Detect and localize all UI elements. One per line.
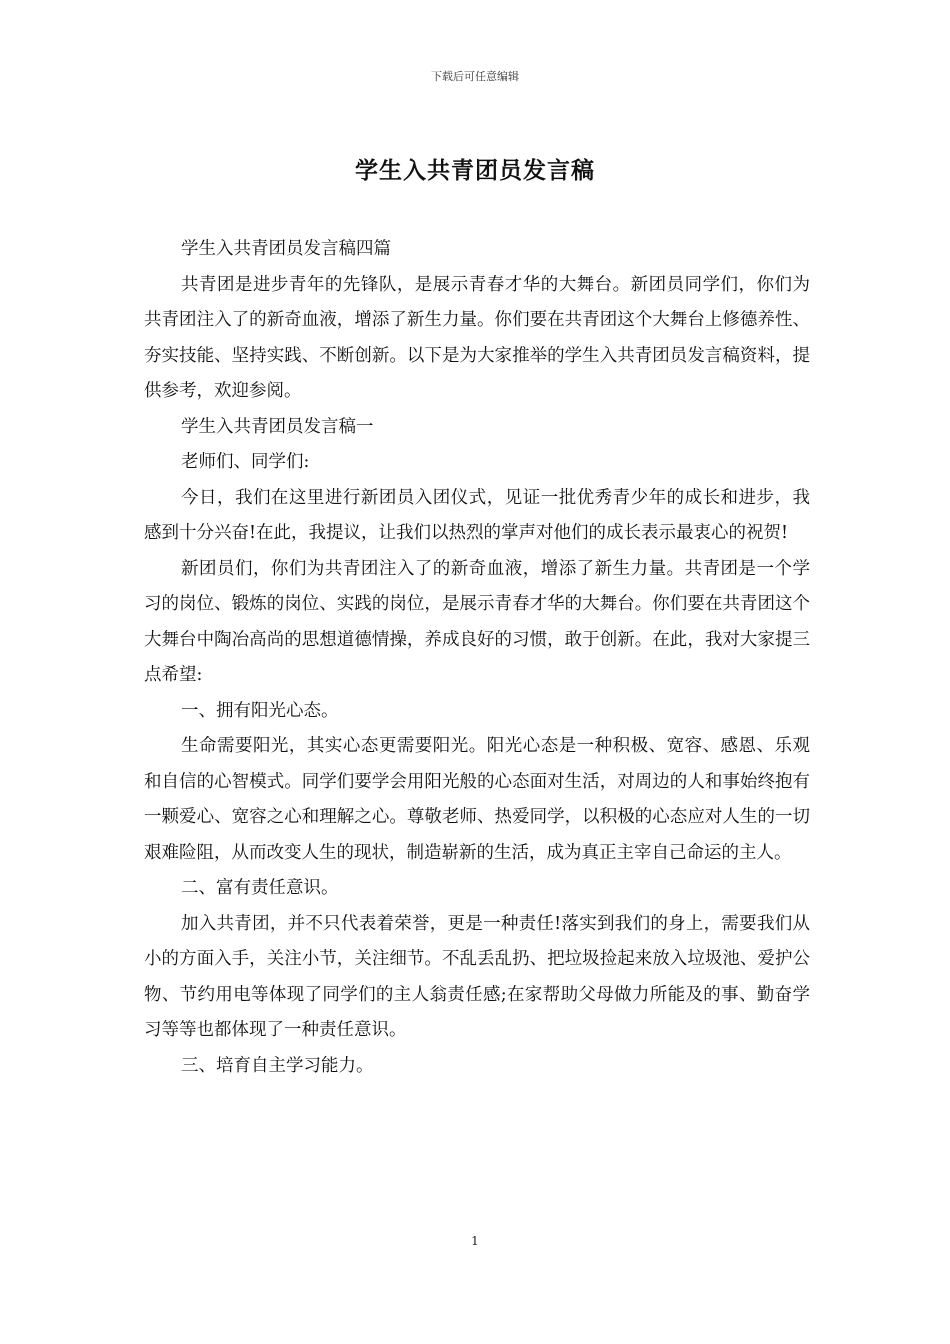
header-note: 下载后可任意编辑	[431, 70, 519, 83]
paragraph: 新团员们，你们为共青团注入了的新奇血液，增添了新生力量。共青团是一个学习的岗位、锻炼的岗位、实践的岗位，是展示青春才华的大舞台。你们要在共青团这个大舞台中陶冶高尚的思想道德情操，养成良好的习惯，敢于创新。在此，我对大家提三点希望:	[144, 558, 810, 685]
paragraph: 学生入共青团员发言稿四篇	[181, 239, 391, 259]
document-title: 学生入共青团员发言稿	[355, 157, 595, 184]
page-number: 1	[471, 1234, 479, 1248]
document-body	[144, 232, 810, 1084]
paragraph: 共青团是进步青年的先锋队，是展示青春才华的大舞台。新团员同学们，你们为共青团注入了的新奇血液，增添了新生力量。你们要在共青团这个大舞台上修德养性、夯实技能、坚持实践、不断创新。以下是为大家推举的学生入共青团员发言稿资料，提供参考，欢迎参阅。	[144, 274, 810, 401]
section-heading: 一、拥有阳光心态。	[181, 700, 339, 721]
section-heading: 二、富有责任意识。	[181, 878, 339, 898]
paragraph: 生命需要阳光，其实心态更需要阳光。阳光心态是一种积极、宽容、感恩、乐观和自信的心智模式。同学们要学会用阳光般的心态面对生活，对周边的人和事始终抱有一颗爱心、宽容之心和理解之心。尊敬老师、热爱同学，以积极的心态应对人生的一切艰难险阻，从而改变人生的现状，制造崭新的生活，成为真正主宰自己命运的主人。	[144, 736, 810, 863]
paragraph: 老师们、同学们:	[181, 452, 310, 472]
paragraph: 今日，我们在这里进行新团员入团仪式，见证一批优秀青少年的成长和进步，我感到十分兴奋!在此，我提议，让我们以热烈的掌声对他们的成长表示最衷心的祝贺!	[144, 487, 810, 543]
paragraph: 学生入共青团员发言稿一	[181, 416, 374, 437]
paragraph: 加入共青团，并不只代表着荣誉，更是一种责任!落实到我们的身上，需要我们从小的方面入手，关注小节，关注细节。不乱丢乱扔、把垃圾捡起来放入垃圾池、爱护公物、节约用电等体现了同学们的主人翁责任感;在家帮助父母做力所能及的事、勤奋学习等等也都体现了一种责任意识。	[144, 913, 810, 1040]
section-heading: 三、培育自主学习能力。	[181, 1055, 374, 1076]
